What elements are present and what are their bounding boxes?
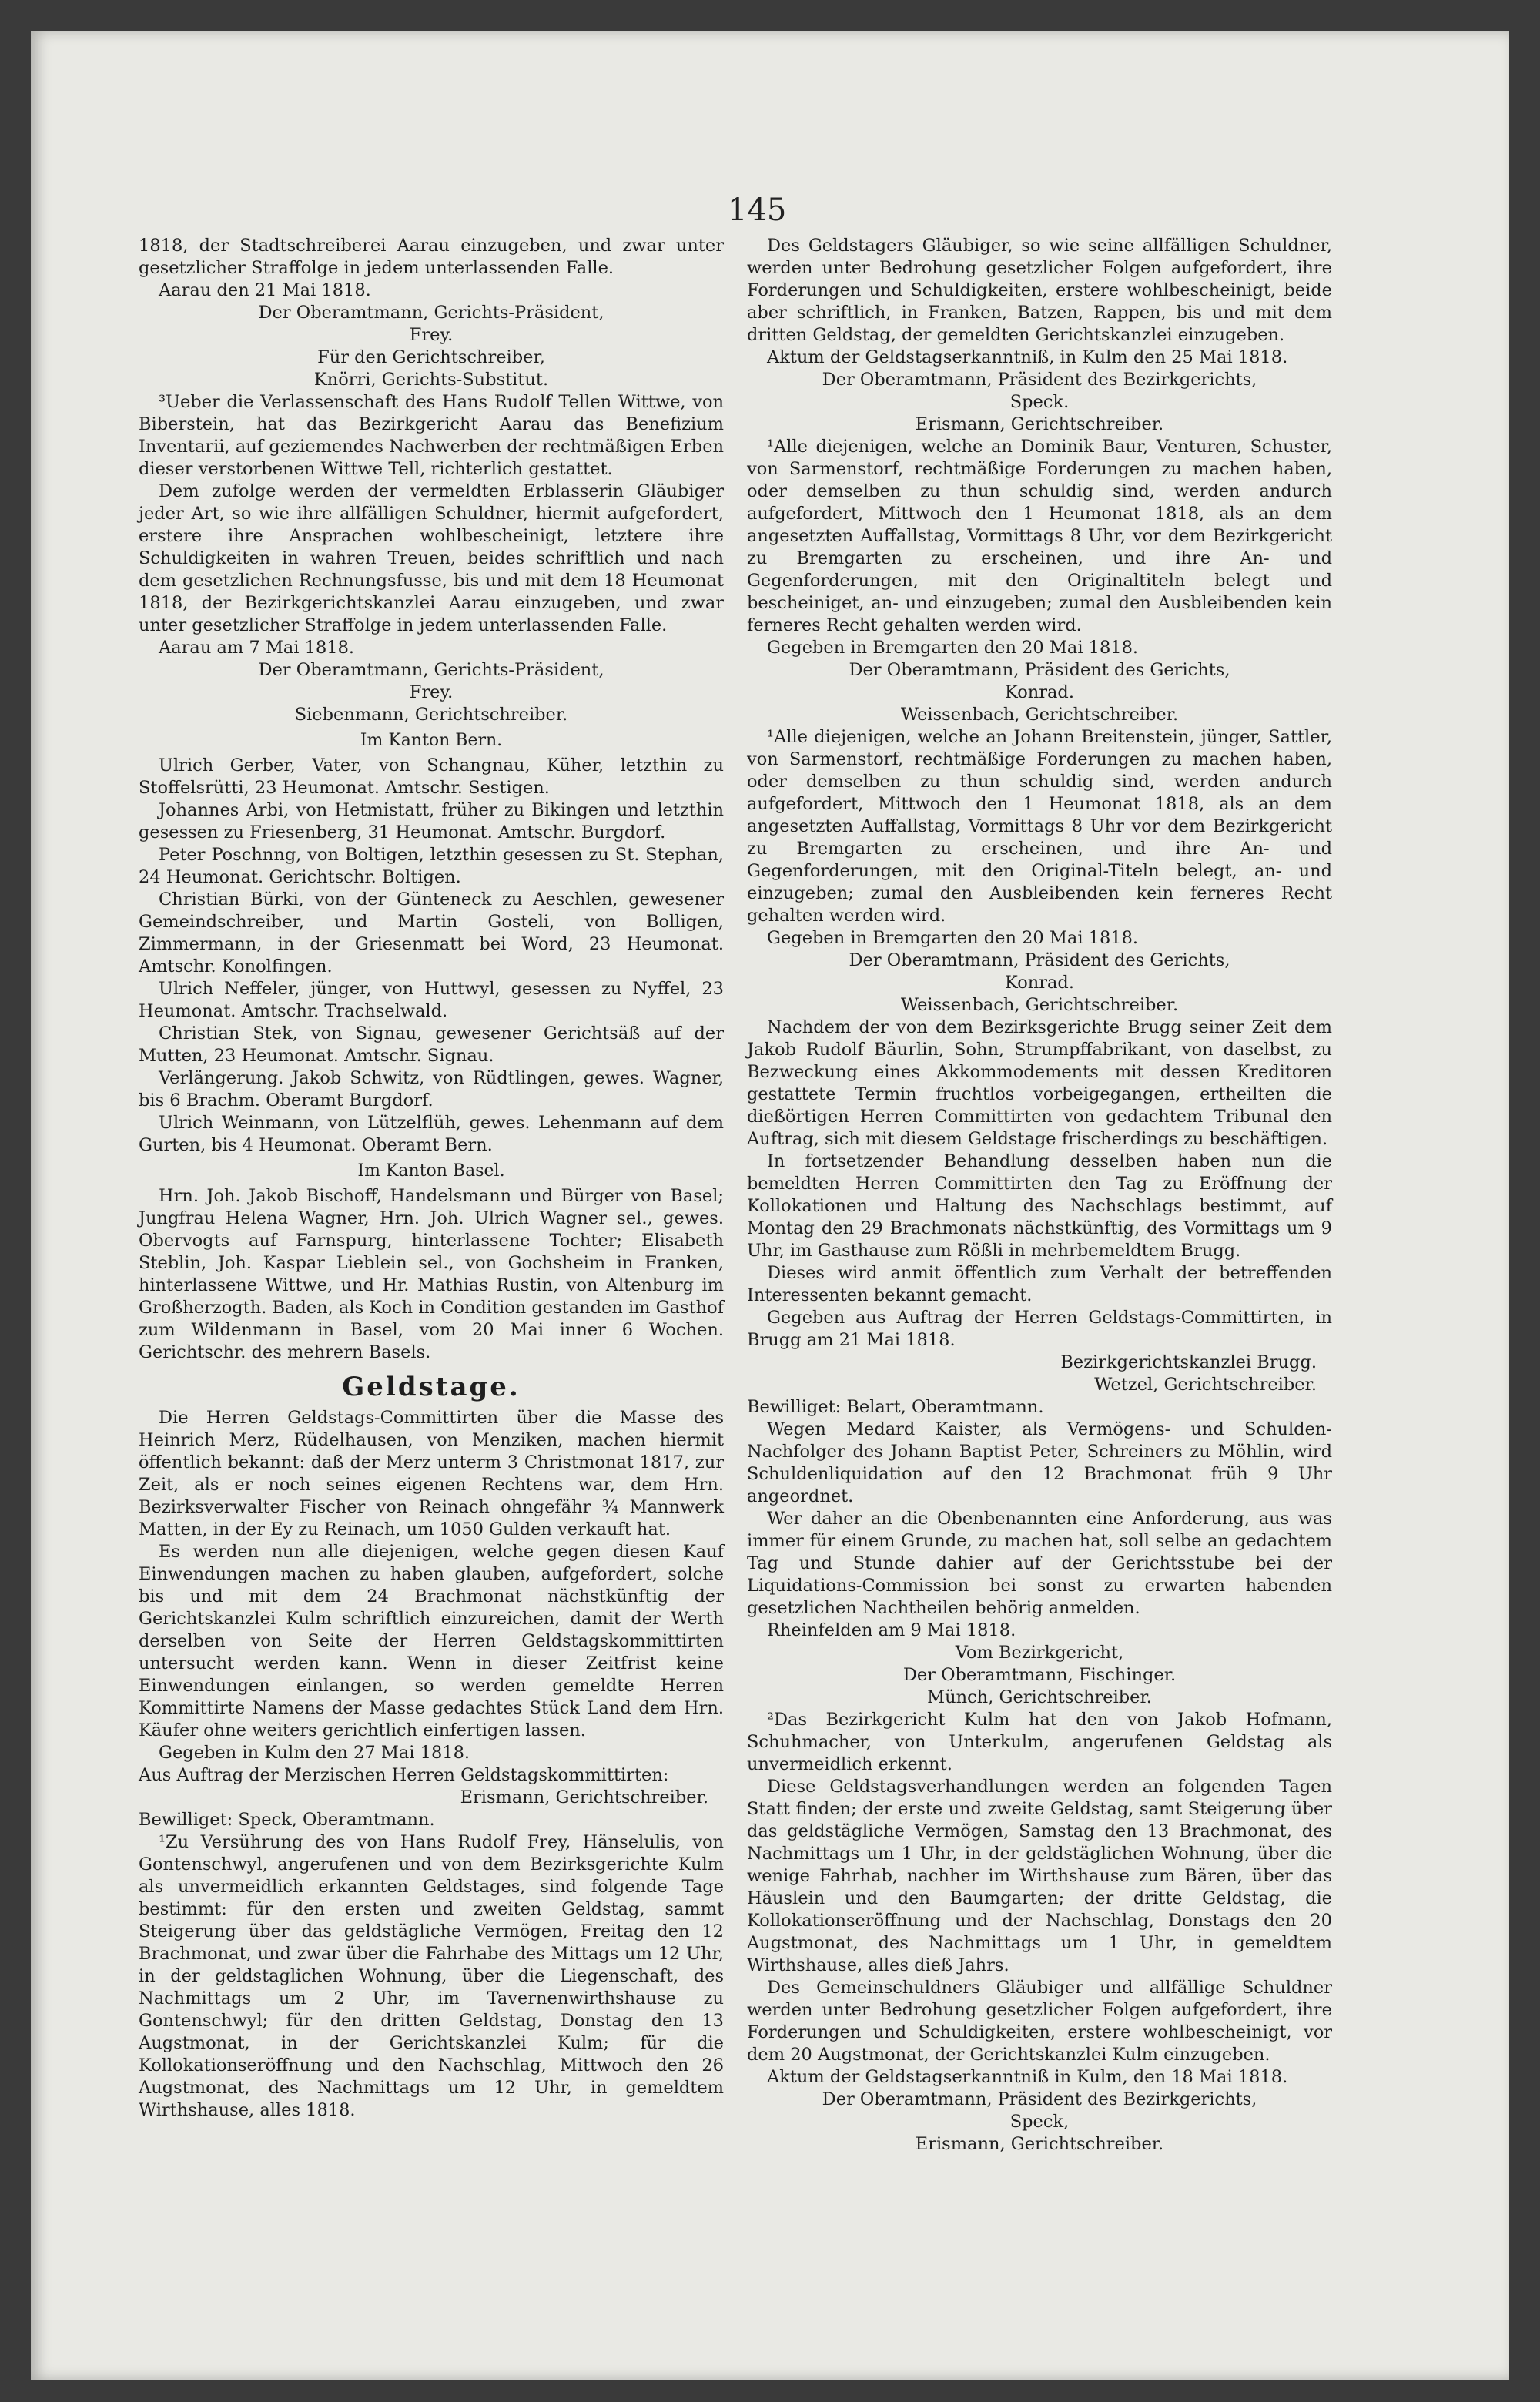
signature-line: Erismann, Gerichtschreiber.	[460, 1787, 708, 1807]
paragraph: Hrn. Joh. Jakob Bischoff, Handelsmann und Bürger von Basel; Jungfrau Helena Wagner, Hrn. Joh. Ulrich Wagner sel., gewes. Obervogts auf Farnspurg, hinterlassene Tochter; Elisabeth Steblin, Joh. Kaspar Lieblein sel., von Gochsheim in Franken, hinterlassene Wittwe, und Hr. Mathias Rustin, von Altenburg im Großherzogth. Baden, als Koch in Condition gestanden im Gasthof zum Wildenmann in Basel, vom 20 Mai inner 6 Wochen. Gerichtschr. des mehrern Basels.	[139, 1186, 724, 1362]
paragraph: ¹Zu Versührung des von Hans Rudolf Frey, Hänselulis, von Gontenschwyl, angerufenen und von dem Bezirksgerichte Kulm als unvermeidlich erkannten Geldstages, sind folgende Tage bestimmt: für den ersten und zweiten Geldstag, sammt Steigerung über das geldstägliche Vermögen, Freitag den 12 Brachmonat, und zwar über die Fahrhabe des Mittags um 12 Uhr, in der geldstaglichen Wohnung, über die Liegenschaft, des Nachmittags um 2 Uhr, im Tavernenwirthshause zu Gontenschwyl; für den dritten Geldstag, Donstag den 13 Augstmonat, in der Gerichtskanzlei Kulm; für die Kollokationseröffnung und den Nachschlag, Mittwoch den 26 Augstmonat, des Nachmittags um 12 Uhr, in gemeldtem Wirthshause, alles 1818.	[139, 1832, 724, 2120]
paragraph: Dem zufolge werden der vermeldten Erblasserin Gläubiger jeder Art, so wie ihre allfälligen Schuldner, hiermit aufgefordert, erstere ihre Ansprachen wohlbescheinigt, letztere ihre Schuldigkeiten in wahren Treuen, beides schriftlich und nach dem gesetzlichen Rechnungsfusse, bis und mit dem 18 Heumonat 1818, der Bezirkgerichtskanzlei Aarau einzugeben, und zwar unter gesetzlicher Straffolge in jedem unterlassenden Falle.	[139, 481, 724, 635]
newspaper-page	[31, 31, 1509, 2380]
paragraph: 1818, der Stadtschreiberei Aarau einzugeben, und zwar unter gesetzlicher Straffolge in jedem unterlassenden Falle.	[139, 236, 724, 278]
paragraph: Wer daher an die Obenbenannten eine Anforderung, aus was immer für einem Grunde, zu machen hat, soll selbe an gedachtem Tag und Stunde dahier auf der Gerichtsstube bei der Liquidations-Commission bei sonst zu erwarten habenden gesetzlichen Nachtheilen behörig anmelden.	[747, 1509, 1332, 1618]
paragraph: ¹Alle diejenigen, welche an Johann Breitenstein, jünger, Sattler, von Sarmenstorf, rechtmäßige Forderungen zu machen haben, oder demselben zu thun schuldig sind, werden andurch aufgefordert, Mittwoch den 1 Heumonat 1818, als an dem angesetzten Auffallstag, Vormittags 8 Uhr vor dem Bezirkgericht zu Bremgarten zu erscheinen, und ihre An- und Gegenforderungen, mit den Original-Titeln belegt, an- und einzugeben; zumal den Ausbleibenden kein ferneres Recht gehalten werden wird.	[747, 727, 1332, 926]
paragraph: Diese Geldstagsverhandlungen werden an folgenden Tagen Statt finden; der erste und zweite Geldstag, samt Steigerung über das geldstägliche Vermögen, Samstag den 13 Brachmonat, des Nachmittags um 1 Uhr, in der geldstäglichen Wohnung, über die wenige Fahrhab, nachher im Wirthshause zum Bären, über das Häuslein und den Baumgarten; der dritte Geldstag, die Kollokationseröffnung und der Nachschlag, Donstags den 20 Augstmonat, des Nachmittags um 1 Uhr, in gemeldtem Wirthshause, alles dieß Jahrs.	[747, 1777, 1332, 1975]
signature-line: Der Oberamtmann, Gerichts-Präsident,	[258, 660, 604, 680]
signature-line: Münch, Gerichtschreiber.	[927, 1687, 1152, 1707]
signature-line: Wetzel, Gerichtschreiber.	[1094, 1375, 1317, 1395]
signature-line: Weissenbach, Gerichtschreiber.	[900, 995, 1179, 1015]
left-column	[139, 235, 724, 2122]
signature-line: Frey.	[409, 325, 454, 345]
paragraph: Es werden nun alle diejenigen, welche gegen diesen Kauf Einwendungen machen zu haben glauben, aufgefordert, solche bis und mit dem 24 Brachmonat nächstkünftig der Gerichtskanzlei Kulm schriftlich einzureichen, damit der Werth derselben von Seite der Herren Geldstagskommittirten untersucht werden kann. Wenn in dieser Zeitfrist keine Einwendungen einlangen, so werden gemeldte Herren Kommittirte Namens der Masse gedachtes Stück Land dem Hrn. Käufer ohne weiters gerichtlich einfertigen lassen.	[139, 1542, 724, 1740]
paragraph: ²Das Bezirkgericht Kulm hat den von Jakob Hofmann, Schuhmacher, von Unterkulm, angerufenen Geldstag als unvermeidlich erkennt.	[747, 1710, 1332, 1774]
paragraph: Gegeben aus Auftrag der Herren Geldstags-Committirten, in Brugg am 21 Mai 1818.	[747, 1308, 1332, 1350]
paragraph: Die Herren Geldstags-Committirten über die Masse des Heinrich Merz, Rüdelhausen, von Menziken, machen hiermit öffentlich bekannt: daß der Merz unterm 3 Christmonat 1817, zur Zeit, als er noch seines eigenen Rechtens war, dem Hrn. Bezirksverwalter Fischer von Reinach ohngefähr ¾ Mannwerk Matten, in der Ey zu Reinach, um 1050 Gulden verkauft hat.	[139, 1408, 724, 1539]
signature-line: Frey.	[409, 682, 454, 702]
paragraph: ³Ueber die Verlassenschaft des Hans Rudolf Tellen Wittwe, von Biberstein, hat das Bezirkgericht Aarau das Benefizium Inventarii, auf geziemendes Nachwerben der rechtmäßigen Erben dieser verstorbenen Wittwe Tell, richterlich gestattet.	[139, 392, 724, 479]
signature-line: Erismann, Gerichtschreiber.	[915, 414, 1164, 434]
signature-line: Siebenmann, Gerichtschreiber.	[294, 705, 568, 725]
signature-line: Der Oberamtmann, Fischinger.	[902, 1665, 1177, 1685]
paragraph: Ulrich Weinmann, von Lützelflüh, gewes. Lehenmann auf dem Gurten, bis 4 Heumonat. Oberamt Bern.	[139, 1113, 724, 1155]
paragraph: Wegen Medard Kaister, als Vermögens- und Schulden-Nachfolger des Johann Baptist Peter, Schreiners zu Möhlin, wird Schuldenliquidation auf den 12 Brachmonat früh 9 Uhr angeordnet.	[747, 1419, 1332, 1506]
signature-line: Speck.	[1009, 392, 1070, 412]
signature-line: Vom Bezirkgericht,	[955, 1643, 1124, 1663]
section-heading: Geldstage.	[342, 1372, 521, 1402]
paragraph: Bewilliget: Belart, Oberamtmann.	[747, 1397, 1044, 1417]
paragraph: Des Gemeinschuldners Gläubiger und allfällige Schuldner werden unter Bedrohung gesetzlicher Folgen aufgefordert, ihre Forderungen und Schuldigkeiten, erstere wohlbescheinigt, vor dem 20 Augstmonat, der Gerichtskanzlei Kulm einzugeben.	[747, 1978, 1332, 2065]
paragraph: Aus Auftrag der Merzischen Herren Geldstagskommittirten:	[139, 1765, 669, 1785]
paragraph: Aktum der Geldstagserkanntniß, in Kulm den 25 Mai 1818.	[767, 347, 1288, 367]
paragraph: Peter Poschnng, von Boltigen, letzthin gesessen zu St. Stephan, 24 Heumonat. Gerichtschr. Boltigen.	[139, 845, 724, 887]
signature-line: Der Oberamtmann, Präsident des Gerichts,	[849, 660, 1230, 680]
subsection-heading: Im Kanton Bern.	[360, 731, 503, 750]
right-column	[747, 235, 1332, 2156]
signature-line: Speck,	[1009, 2112, 1070, 2132]
paragraph: Aarau den 21 Mai 1818.	[159, 280, 371, 300]
subsection-heading: Im Kanton Basel.	[357, 1161, 505, 1181]
signature-line: Der Oberamtmann, Präsident des Bezirkgerichts,	[822, 2089, 1257, 2109]
paragraph: Aktum der Geldstagserkanntniß in Kulm, den 18 Mai 1818.	[767, 2067, 1288, 2087]
signature-line: Der Oberamtmann, Präsident des Gerichts,	[849, 950, 1230, 970]
paragraph: Dieses wird anmit öffentlich zum Verhalt der betreffenden Interessenten bekannt gemacht.	[747, 1263, 1332, 1305]
paragraph: Verlängerung. Jakob Schwitz, von Rüdtlingen, gewes. Wagner, bis 6 Brachm. Oberamt Burgdorf.	[139, 1068, 724, 1111]
page-number: 145	[728, 193, 787, 228]
paragraph: Gegeben in Kulm den 27 Mai 1818.	[159, 1743, 470, 1763]
signature-line: Konrad.	[1005, 973, 1074, 993]
signature-line: Knörri, Gerichts-Substitut.	[313, 370, 549, 390]
paragraph: Bewilliget: Speck, Oberamtmann.	[139, 1810, 435, 1830]
paragraph: In fortsetzender Behandlung desselben haben nun die bemeldten Herren Committirten den Tag zu Eröffnung der Kollokationen und Haltung des Nachschlags bestimmt, auf Montag den 29 Brachmonats nächstkünftig, des Vormittags um 9 Uhr, im Gasthause zum Rößli in mehrbemeldtem Brugg.	[747, 1151, 1332, 1261]
paragraph: Ulrich Neffeler, jünger, von Huttwyl, gesessen zu Nyffel, 23 Heumonat. Amtschr. Trachselwald.	[139, 979, 724, 1021]
paragraph: Des Geldstagers Gläubiger, so wie seine allfälligen Schuldner, werden unter Bedrohung gesetzlicher Folgen aufgefordert, ihre Forderungen und Schuldigkeiten, erstere wohlbescheinigt, beide aber schriftlich, in Franken, Batzen, Rappen, bis und mit dem dritten Geldstag, der gemeldten Gerichtskanzlei einzugeben.	[747, 236, 1332, 345]
paragraph: Aarau am 7 Mai 1818.	[159, 638, 355, 658]
signature-line: Der Oberamtmann, Gerichts-Präsident,	[258, 303, 604, 323]
signature-line: Der Oberamtmann, Präsident des Bezirkgerichts,	[822, 370, 1257, 390]
signature-line: Weissenbach, Gerichtschreiber.	[900, 705, 1179, 725]
signature-line: Für den Gerichtschreiber,	[317, 347, 545, 367]
paragraph: Gegeben in Bremgarten den 20 Mai 1818.	[767, 928, 1139, 948]
paragraph: Rheinfelden am 9 Mai 1818.	[767, 1620, 1016, 1640]
signature-line: Erismann, Gerichtschreiber.	[915, 2134, 1164, 2154]
signature-line: Konrad.	[1005, 682, 1074, 702]
paragraph: Gegeben in Bremgarten den 20 Mai 1818.	[767, 638, 1139, 658]
paragraph: Christian Stek, von Signau, gewesener Gerichtsäß auf der Mutten, 23 Heumonat. Amtschr. Signau.	[139, 1023, 724, 1066]
paragraph: ¹Alle diejenigen, welche an Dominik Baur, Venturen, Schuster, von Sarmenstorf, rechtmäßige Forderungen zu machen haben, oder demselben zu thun schuldig sind, werden andurch aufgefordert, Mittwoch den 1 Heumonat 1818, als an dem angesetzten Auffallstag, Vormittags 8 Uhr, vor dem Bezirkgericht zu Bremgarten zu erscheinen, und ihre An- und Gegenforderungen, mit den Originaltiteln belegt und bescheiniget, an- und einzugeben; zumal den Ausbleibenden kein ferneres Recht gehalten werden wird.	[747, 437, 1332, 635]
signature-line: Bezirkgerichtskanzlei Brugg.	[1060, 1352, 1317, 1372]
paragraph: Ulrich Gerber, Vater, von Schangnau, Küher, letzthin zu Stoffelsrütti, 23 Heumonat. Amtschr. Sestigen.	[139, 755, 724, 798]
paragraph: Nachdem der von dem Bezirksgerichte Brugg seiner Zeit dem Jakob Rudolf Bäurlin, Sohn, Strumpffabrikant, von daselbst, zu Bezweckung eines Akkommodements mit dessen Kreditoren gestattete Termin fruchtlos vorbeigegangen, ertheilten die dießörtigen Herren Committirten von gedachtem Tribunal den Auftrag, sich mit diesem Geldstage frischerdings zu beschäftigen.	[747, 1017, 1332, 1149]
paragraph: Christian Bürki, von der Günteneck zu Aeschlen, gewesener Gemeindschreiber, und Martin Gosteli, von Bolligen, Zimmermann, in der Griesenmatt bei Word, 23 Heumonat. Amtschr. Konolfingen.	[139, 889, 724, 977]
paragraph: Johannes Arbi, von Hetmistatt, früher zu Bikingen und letzthin gesessen zu Friesenberg, 31 Heumonat. Amtschr. Burgdorf.	[139, 800, 724, 843]
